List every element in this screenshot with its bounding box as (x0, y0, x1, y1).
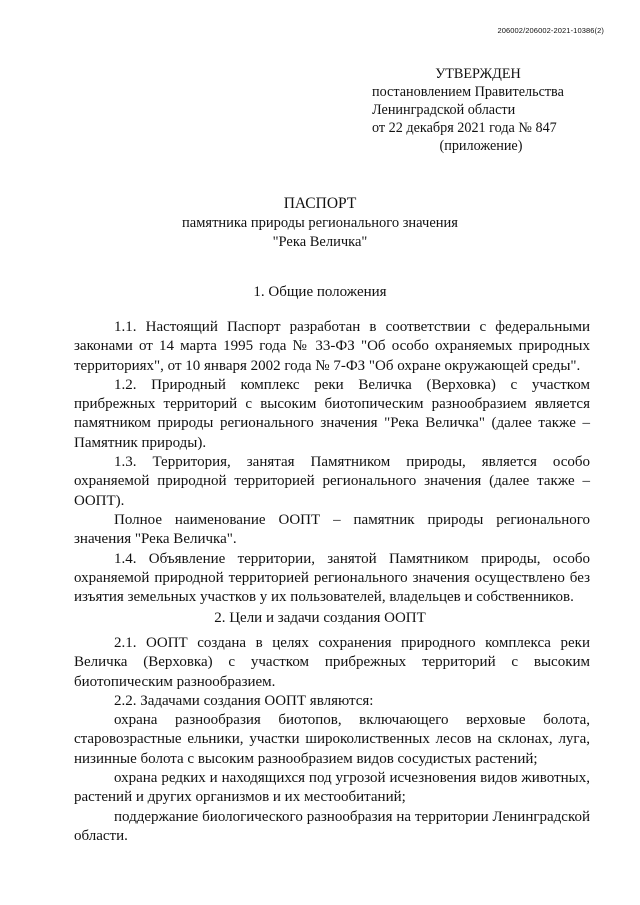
section-1-heading: 1. Общие положения (253, 284, 387, 300)
approval-line-3: от 22 декабря 2021 года № 847 (372, 120, 557, 136)
section-2-paragraph: охрана разнообразия биотопов, включающего верховые болота, старовозрастные ельники, участки широколиственных лесов на склонах, луга, низинные болота с высоким разнообразием видов сосудистых растений; (74, 712, 590, 767)
section-1-paragraph: 1.3. Территория, занятая Памятником природы, является особо охраняемой природной территорией регионального значения (далее также – ООПТ). (74, 454, 590, 509)
approval-line-4: (приложение) (439, 138, 523, 154)
section-2-paragraph: охрана редких и находящихся под угрозой исчезновения видов животных, растений и других организмов и их местообитаний; (74, 770, 590, 806)
section-1-body (74, 318, 590, 607)
approval-title: УТВЕРЖДЕН (435, 66, 521, 82)
document-title: ПАСПОРТ (283, 195, 357, 212)
section-2-heading: 2. Цели и задачи создания ООПТ (214, 610, 426, 626)
section-2-paragraph: поддержание биологического разнообразия на территории Ленинградской области. (74, 808, 590, 844)
document-id: 206002/206002-2021-10386(2) (497, 26, 604, 35)
approval-line-1: постановлением Правительства (372, 84, 564, 100)
section-2-paragraph: 2.1. ООПТ создана в целях сохранения природного комплекса реки Величка (Верховка) с участком прибрежных территорий с высоким биотопическим разнообразием. (74, 635, 590, 690)
section-2-body (74, 634, 590, 846)
document-subtitle-1: памятника природы регионального значения (182, 215, 458, 231)
section-1-paragraph: Полное наименование ООПТ – памятник природы регионального значения "Река Величка". (74, 511, 590, 548)
section-1-paragraph: 1.1. Настоящий Паспорт разработан в соответствии с федеральными законами от 14 марта 1995 года № 33-ФЗ "Об особо охраняемых природных территориях", от 10 января 2002 года № 7-ФЗ "Об охране окружающей среды". (74, 319, 590, 374)
document-subtitle-2: "Река Величка" (272, 234, 368, 250)
section-1-paragraph: 1.2. Природный комплекс реки Величка (Верховка) с участком прибрежных территорий с высоким биотопическим разнообразием является памятником природы регионального значения "Река Величка" (далее также – Памятник природы). (74, 376, 590, 451)
section-2-paragraph: 2.2. Задачами создания ООПТ являются: (114, 692, 374, 709)
approval-line-2: Ленинградской области (372, 102, 516, 118)
section-1-paragraph: 1.4. Объявление территории, занятой Памятником природы, особо охраняемой природной территорией регионального значения осуществлено без изъятия земельных участков у их пользователей, владельцев и собственников. (74, 550, 590, 606)
approval-block (372, 65, 572, 155)
